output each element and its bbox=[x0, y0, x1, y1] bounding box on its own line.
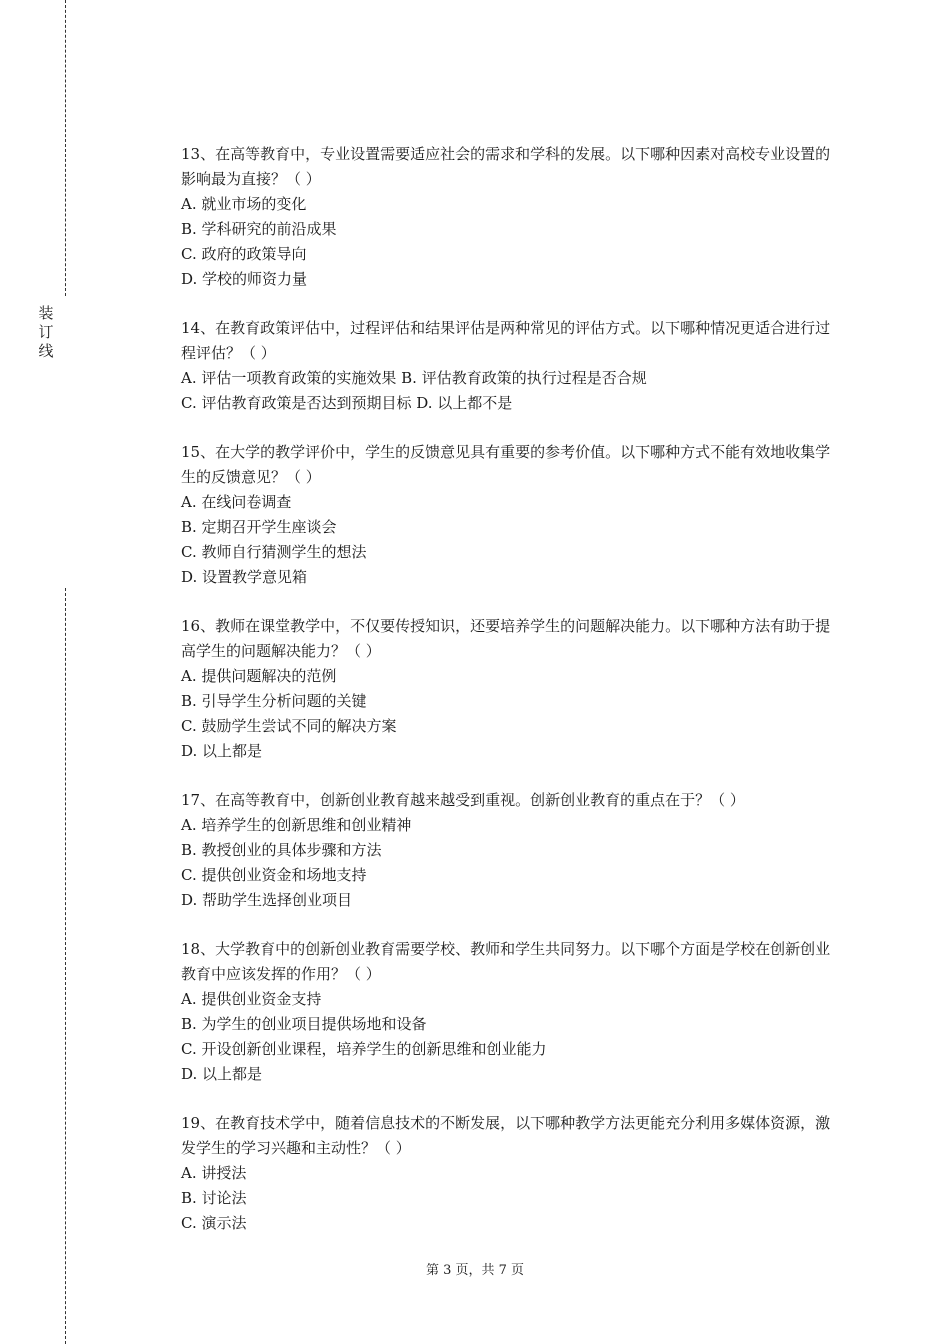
question-stem: 14、在教育政策评估中，过程评估和结果评估是两种常见的评估方式。以下哪种情况更适合进行过程评估？（ ） bbox=[181, 319, 831, 362]
option-d: D. 以上都是 bbox=[181, 1065, 263, 1083]
question-15 bbox=[181, 440, 841, 590]
option-b: B. 教授创业的具体步骤和方法 bbox=[181, 841, 382, 859]
option-a: A. 提供创业资金支持 bbox=[181, 990, 322, 1008]
option-c: C. 政府的政策导向 bbox=[181, 245, 307, 263]
option-b: B. 讨论法 bbox=[181, 1189, 247, 1207]
option-c-d: C. 评估教育政策是否达到预期目标 D. 以上都不是 bbox=[181, 394, 513, 412]
question-13 bbox=[181, 142, 841, 292]
option-b: B. 为学生的创业项目提供场地和设备 bbox=[181, 1015, 427, 1033]
option-b: B. 学科研究的前沿成果 bbox=[181, 220, 337, 238]
option-c: C. 提供创业资金和场地支持 bbox=[181, 866, 367, 884]
option-d: D. 学校的师资力量 bbox=[181, 270, 308, 288]
option-a: A. 提供问题解决的范例 bbox=[181, 667, 337, 685]
binding-line-bottom bbox=[65, 588, 66, 1344]
question-17 bbox=[181, 788, 841, 913]
option-a: A. 在线问卷调查 bbox=[181, 493, 292, 511]
question-stem: 13、在高等教育中，专业设置需要适应社会的需求和学科的发展。以下哪种因素对高校专业设置的影响最为直接？（ ） bbox=[181, 145, 831, 188]
option-d: D. 帮助学生选择创业项目 bbox=[181, 891, 353, 909]
option-c: C. 演示法 bbox=[181, 1214, 247, 1232]
question-16 bbox=[181, 614, 841, 764]
option-d: D. 设置教学意见箱 bbox=[181, 568, 308, 586]
option-b: B. 定期召开学生座谈会 bbox=[181, 518, 337, 536]
option-a: A. 讲授法 bbox=[181, 1164, 247, 1182]
option-b: B. 引导学生分析问题的关键 bbox=[181, 692, 367, 710]
option-d: D. 以上都是 bbox=[181, 742, 263, 760]
question-stem: 15、在大学的教学评价中，学生的反馈意见具有重要的参考价值。以下哪种方式不能有效地收集学生的反馈意见？（ ） bbox=[181, 443, 831, 486]
question-19 bbox=[181, 1111, 841, 1236]
binding-line-top bbox=[65, 0, 66, 296]
binding-label: 装订线 bbox=[38, 304, 54, 360]
option-c: C. 鼓励学生尝试不同的解决方案 bbox=[181, 717, 397, 735]
question-14 bbox=[181, 316, 841, 416]
option-c: C. 开设创新创业课程，培养学生的创新思维和创业能力 bbox=[181, 1040, 547, 1058]
option-a: A. 就业市场的变化 bbox=[181, 195, 307, 213]
question-stem: 18、大学教育中的创新创业教育需要学校、教师和学生共同努力。以下哪个方面是学校在创新创业教育中应该发挥的作用？（ ） bbox=[181, 940, 831, 983]
option-a: A. 培养学生的创新思维和创业精神 bbox=[181, 816, 412, 834]
question-18 bbox=[181, 937, 841, 1087]
question-stem: 16、教师在课堂教学中，不仅要传授知识，还要培养学生的问题解决能力。以下哪种方法有助于提高学生的问题解决能力？（ ） bbox=[181, 617, 831, 660]
question-stem: 17、在高等教育中，创新创业教育越来越受到重视。创新创业教育的重点在于？（ ） bbox=[181, 791, 745, 809]
question-list bbox=[181, 142, 841, 1260]
option-c: C. 教师自行猜测学生的想法 bbox=[181, 543, 367, 561]
question-stem: 19、在教育技术学中，随着信息技术的不断发展，以下哪种教学方法更能充分利用多媒体资源，激发学生的学习兴趣和主动性？（ ） bbox=[181, 1114, 831, 1157]
page-footer: 第 3 页，共 7 页 bbox=[425, 1263, 525, 1278]
option-a-b: A. 评估一项教育政策的实施效果 B. 评估教育政策的执行过程是否合规 bbox=[181, 369, 647, 387]
